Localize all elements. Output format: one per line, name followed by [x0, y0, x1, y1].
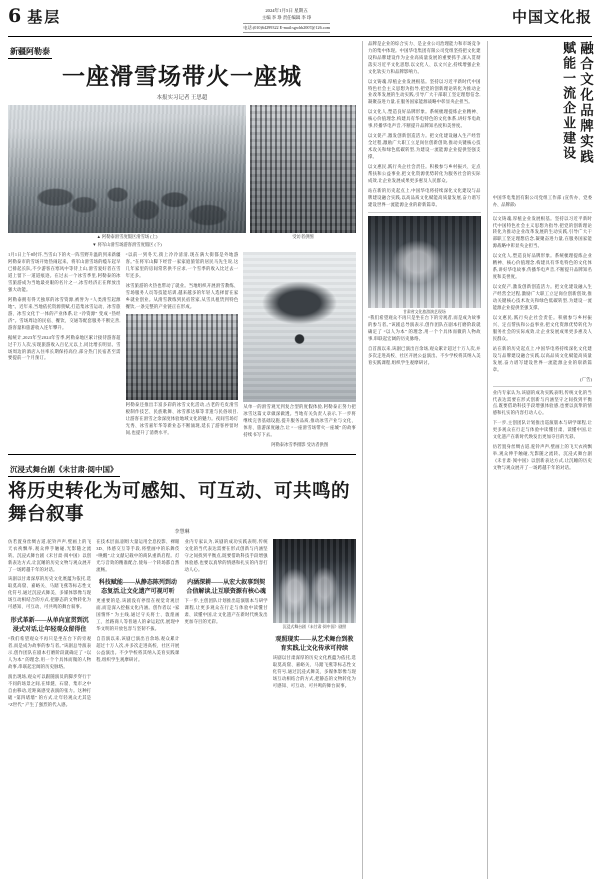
story1-col-2: [126, 252, 239, 448]
photo-crowd: [250, 105, 356, 233]
section-name: 基层: [27, 10, 62, 26]
publish-date: 2024年1月5日 星期五: [265, 8, 308, 13]
main-column: [8, 41, 356, 879]
photo-stage-left: [273, 539, 356, 623]
story2-byline: 李慧琳: [174, 529, 190, 535]
vertical-headline-lead: 融合文化品牌实践: [578, 40, 593, 165]
paragraph: “以前一到冬天,街上冷冷清清,现在满大街都是外地游客。”在将军山脚下经营一家家庭旅馆的居民马先生说,这几年家里的房间常常供不应求,一个雪季的收入比过去一年还多。: [125, 252, 239, 278]
paragraph: 业内专家认为,该剧的成功实践表明,传统文化的当代表达需要在形式创新与内涵坚守之间找到平衡点,既要借助科技手段增强体验感,也要以真挚的情感和扎实的内容打动人心。: [184, 538, 268, 572]
paragraph: 据统计,2023年至2024年雪季,阿勒泰地区累计接待游客超过千万人次,实现旅游收入百亿元以上,同比增长明显。雪场周边的酒店入住率长期保持高位,部分热门民宿甚至需要提前一个月预订。: [8, 334, 121, 361]
story1-byline: 本报实习记者 王思超: [156, 95, 208, 102]
editor-line: 主编 李 琤 责任编辑 李 琤: [261, 14, 312, 20]
story2-subhead-4: 观照现实——从艺术舞台到教育实践,让文化传承可持续: [275, 637, 354, 653]
paragraph: 品牌是企业的综合实力、是企业公司治理能力和市场竞争力的集中体现。中国华电集团有限公司党组坚持把文化建设和品牌建设作为企业高质量发展的重要抓手,深入贯彻落实习近平文化思想,以文化人、以文兴企,持续增强企业文化软实力和品牌影响力。: [368, 40, 481, 74]
paragraph: 更重要的是,该剧没有停留在视觉奇观层面,而是深入挖掘文化内涵。创作者以 “家国情怀” 为主线,通过守关将士、敦煌画工、丝路商人等普通人的命运起伏,展现中华文明的开放包容与坚韧不拔。: [96, 598, 180, 632]
paragraph: 业内专家认为,该剧的成功实践表明,传统文化的当代表达需要在形式创新与内涵坚守之间找到平衡点,既要借助科技手段增强体验感,也要以真挚的情感和扎实的内容打动人心。: [492, 389, 592, 416]
story2-col-2: [96, 539, 179, 712]
paragraph: 自首演以来,该剧已演出百余场,观众累计超过十万人次,并多次走进高校、社区开展公益演出。不少学校将其纳入美育实践课程,组织学生观摩研讨。: [96, 636, 180, 663]
paragraph: 站在新的历史起点上,中国华电将持续深化文化建设与品牌建设融合实践,以高品质文化赋能高质量发展,奋力谱写建设世界一流能源企业的崭新篇章。: [368, 187, 481, 207]
photo-credit: 受访者供图: [292, 234, 314, 240]
story1-col-3: [243, 252, 356, 448]
right-column: [487, 41, 592, 879]
paragraph: 仿若置身丝绸古道,驼铃声声,壁画上的飞天衣袂飘举,观众伸手触碰,光影随之流转。沉浸式舞台剧《未甘肃·阅中国》以创新表达方式,让沉睡的历史文物与观众展开了一场跨越千年的对话。: [492, 444, 592, 471]
paragraph: 下一步,主创团队计划推出巡演版本与研学课程,让更多观众在行走与体验中读懂甘肃、读懂中国,让文化遗产在新时代焕发出更加夺目的光彩。: [184, 598, 268, 625]
story2-subhead-2: 科技赋能——从静态陈列到动态复活,让文化遗产可视可听: [98, 580, 177, 596]
paragraph: 该剧以甘肃深厚的历史文化底蕴为依托,选取莫高窟、嘉峪关、马踏飞燕等标志性文化符号,通过沉浸式舞美、多媒体影像与现场互动相结合的方式,把静态的文物转化为可感知、可互动、可共鸣的舞台叙事。: [272, 655, 356, 688]
paragraph: 站在新的历史起点上,中国华电将持续深化文化建设与品牌建设融合实践,以高品质文化赋能高质量发展,奋力谱写建设世界一流能源企业的崭新篇章。: [492, 345, 592, 372]
paragraph: “我们希望观众不再只是坐在台下的旁观者,而是成为故事的参与者。”该剧总导演表示,创作团队在剧本打磨阶段就确定了 “以人为本” 的理念,用一个个具体而微的人物故事,串联起宏阔的历史脉络。: [8, 636, 92, 670]
paragraph: 演出现场,观众可以跟随演员的脚步穿行于不同的场景之间,在烽燧、石窟、集市之中自由移动,近距离感受表演的张力。这种打破 “第四堵墙” 的方式,让年轻观众尤其是 “Z世代” 产生了强烈的代入感。: [8, 673, 92, 707]
photo-caption-sub: ▼ 将军山滑雪场游客滑雪度假区 (下): [92, 241, 162, 247]
story2-subhead-1: 形式革新——从单向宣贯到沉浸式对话,让年轻观众留得住: [10, 618, 89, 634]
story2-text-top: [8, 539, 356, 712]
paragraph: 自首演以来,该剧已演出百余场,观众累计超过十万人次,并多次走进高校、社区开展公益演出。不少学校将其纳入美育实践课程,组织学生观摩研讨。: [368, 346, 481, 365]
paragraph: 冰雪旅游的火热也带动了就业。当地组织开展滑雪教练、雪场服务人员等技能培训,越来越多的年轻人选择留在家乡就业创业。从滑雪教练到民宿管家,从雪具租赁到特色餐饮,一条完整的产业链正在形成。: [125, 282, 239, 309]
paragraph: 以文铸魂,厚植企业发展根基。坚持以习近平新时代中国特色社会主义思想为指导,把党的创新理论转化为推动企业改革发展的生动实践,引导广大干部职工坚定理想信念,凝聚奋进力量,在服务国家能源战略中彰显央企担当。: [492, 215, 592, 249]
photo-caption-stage-left: 沉浸式舞台剧《未甘肃·阅中国》剧照: [282, 624, 347, 629]
masthead-left: [8, 6, 61, 27]
story2-col-4: [273, 539, 356, 712]
paragraph: 以文化人,塑造良好品牌形象。系统梳理提炼企业精神、核心价值理念,构建具有华电特色的文化体系,讲好华电故事,传播华电声音,不断提升品牌知名度和美誉度。: [492, 253, 592, 280]
photo-ski-resort: [8, 105, 246, 233]
page-number: 6: [8, 5, 22, 27]
paragraph: 1月1日上午8时许,当雪山下的火一阵雪野升温的到来新疆阿勒泰市的雪场开始热闹起来。将军山滑雪场的缆车起早已排起长队,不少游客在寒风中等待上山,滑雪爱好者在雪道上留下一道道痕迹。在过去一个冰雪季里,阿勒泰的冰雪旅游成为当地最亮眼的名片之一,冰雪经济正在释放出强大动能。: [8, 252, 121, 292]
masthead-center: [243, 6, 330, 33]
photo-caption-stage-right: 甘肃省文化旅游演艺现场: [402, 309, 446, 314]
masthead: [8, 6, 592, 37]
paragraph: 从单一的滑雪观光到复合型的度假体验,阿勒泰正努力把冰雪这篇文章做深做透。当地有关负责人表示,下一步将继续完善基础设施,提升服务品质,推动冰雪产业与文化、体育、旅游深度融合,让 “一座滑雪场带火一座城” 的故事持续书写下去。: [243, 404, 357, 437]
paragraph: 以文促产,激发创新创造活力。把文化建设融入生产经营全过程,激励广大职工立足岗位创新创效,推动关键核心技术攻关和绿色低碳转型,为建设一流能源企业提供坚强支撑。: [492, 284, 592, 310]
story1-kicker: 新疆阿勒泰: [8, 46, 52, 59]
paragraph: 以文促产,激发创新创造活力。把文化建设融入生产经营全过程,激励广大职工立足岗位创新创效,推动关键核心技术攻关和绿色低碳转型,为建设一流能源企业提供坚强支撑。: [368, 133, 481, 160]
page-body: [8, 41, 592, 879]
photo-paraglider: [243, 252, 356, 402]
middle-column: [362, 41, 481, 879]
story-right-source: 中国华电集团有限公司党组工作部 (宣传办、党委办、品牌部): [493, 195, 592, 213]
story2-col-3: [185, 539, 268, 712]
contact-line: 电话:(010)64299322 E-mail:sgwhb2007@126.com: [243, 23, 330, 33]
mid-divider: [368, 212, 481, 213]
paragraph: 以文化人,塑造良好品牌形象。系统梳理提炼企业精神、核心价值理念,构建具有华电特色的文化体系,讲好华电故事,传播华电声音,不断提升品牌知名度和美誉度。: [368, 109, 481, 129]
photo-ski-crowd-2: [126, 314, 239, 400]
paragraph: 在技术层面,剧组大量运用全息投影、裸眼3D、体感交互等手段,将壁画中的乐舞伎 “唤醒”,让文献记载中的商队重新启程。灯光与音效的精准配合,使每一个转场都自然流畅。: [96, 538, 180, 572]
photo-caption-main: ▲ 阿勒泰滑雪度假区滑雪场 (上): [96, 234, 158, 240]
story1-photos: [8, 105, 356, 248]
paragraph: 该剧以甘肃深厚的历史文化底蕴为依托,选取莫高窟、嘉峪关、马踏飞燕等标志性文化符号,通过沉浸式舞美、多媒体影像与现场互动相结合的方式,把静态的文物转化为可感知、可互动、可共鸣的舞台叙事。: [8, 576, 92, 610]
ad-mark: (广告): [580, 376, 592, 382]
story2-kicker: 沉浸式舞台剧《未甘肃·阅中国》: [8, 464, 120, 477]
paragraph: 以文铸魂,厚植企业发展根基。坚持以习近平新时代中国特色社会主义思想为指导,把党的创新理论转化为推动企业改革发展的生动实践,引导广大干部职工坚定理想信念,凝聚奋进力量,在服务国家能源战略中彰显央企担当。: [368, 78, 481, 105]
paragraph: 阿勒泰拥有得天独厚的冰雪资源,被誉为 “人类滑雪起源地”。近年来,当地依托资源禀赋,打造集冰雪运动、冰雪旅游、冰雪文化于一体的产业体系,让 “冷资源” 变成 “热经济”。雪场周边的民宿、餐饮、交通等配套服务不断完善,游客量和旅游收入连年攀升。: [8, 296, 121, 330]
paragraph: 以文惠民,践行央企社会责任。积极参与乡村振兴、定点帮扶和公益事业,把文化资源优势转化为服务社会的实际成效,让企业发展成果更多惠及人民群众。: [368, 164, 481, 183]
story2-headline: 将历史转化为可感知、可互动、可共鸣的舞台叙事: [8, 482, 351, 525]
photo-caption-right: 阿勒泰冰雪季摄影 受访者供图: [271, 441, 329, 447]
story1-headline: 一座滑雪场带火一座城: [62, 63, 302, 89]
story2-subhead-3: 内涵深耕——从宏大叙事到契合信解读,让互联资源有核心魂: [186, 580, 266, 596]
photo-stage-mid: [368, 216, 481, 308]
story2-divider: [8, 454, 356, 455]
paper-title: 中国文化报: [511, 10, 592, 26]
paragraph: 仿若置身丝绸古道,驼铃声声,壁画上的飞天衣袂飘举,观众伸手触碰,光影随之流转。沉浸式舞台剧《未甘肃·阅中国》以创新表达方式,让沉睡的历史文物与观众展开了一场跨越千年的对话。: [8, 538, 92, 572]
story1-col-1: [8, 252, 121, 448]
story1-text: [8, 252, 356, 448]
story2-col-1: [8, 539, 91, 712]
paragraph: “我们希望观众不再只是坐在台下的旁观者,而是成为故事的参与者。”该剧总导演表示,创作团队在剧本打磨阶段就确定了 “以人为本” 的理念,用一个个具体而微的人物故事,串联起宏阔的历史脉络。: [368, 315, 481, 342]
paragraph: 阿勒泰还推出丰富多彩的冰雪文化活动,古老的毛皮滑雪板制作技艺、民族歌舞、冰雪那达慕等非遗与民俗项目,让游客在滑雪之余深度体验地域文化的魅力。夜间雪场灯光秀、冰雪嘉年华等新业态不断涌现,延长了游客停留时间,也提升了消费水平。: [125, 401, 239, 435]
paragraph: 以文惠民,践行央企社会责任。积极参与乡村振兴、定点帮扶和公益事业,把文化资源优势转化为服务社会的实际成效,让企业发展成果更多惠及人民群众。: [492, 314, 592, 341]
right-divider: [493, 386, 592, 387]
vertical-headline-main: 赋能一流企业建设: [561, 40, 577, 161]
paragraph: 下一步,主创团队计划推出巡演版本与研学课程,让更多观众在行走与体验中读懂甘肃、读懂中国,让文化遗产在新时代焕发出更加夺目的光彩。: [492, 420, 592, 440]
vertical-headline-block: [493, 41, 592, 191]
